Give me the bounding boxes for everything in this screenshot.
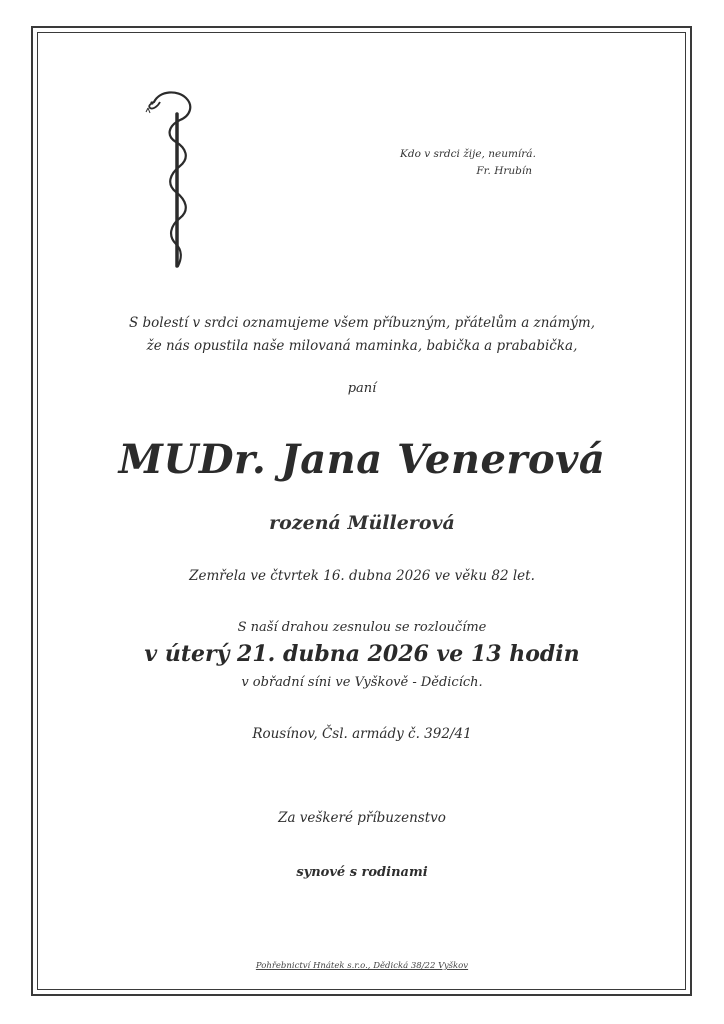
address: Rousínov, Čsl. armády č. 392/41 bbox=[252, 726, 472, 742]
inner-border bbox=[37, 32, 686, 990]
on-behalf: Za veškeré příbuzenstvo bbox=[278, 810, 446, 826]
maiden-name: rozená Müllerová bbox=[269, 512, 455, 534]
quote-text: Kdo v srdci žije, neumírá. bbox=[400, 148, 536, 160]
announcement-line-2: že nás opustila naše milovaná maminka, babička a prababička, bbox=[146, 338, 578, 354]
death-notice: Zemřela ve čtvrtek 16. dubna 2026 ve věku 82 let. bbox=[189, 568, 535, 584]
caduceus-icon bbox=[140, 86, 210, 276]
quote-author: Fr. Hrubín bbox=[476, 165, 532, 177]
funeral-home-text: Pohřebnictví Hnátek s.r.o., Dědická 38/22 Vyškov bbox=[255, 961, 469, 971]
signed-by: synové s rodinami bbox=[296, 865, 428, 880]
announcement-line-1: S bolestí v srdci oznamujeme všem příbuzným, přátelům a známým, bbox=[128, 315, 595, 331]
farewell-date-time: v úterý 21. dubna 2026 ve 13 hodin bbox=[144, 641, 580, 667]
quote bbox=[390, 146, 540, 180]
announcement bbox=[0, 312, 724, 358]
funeral-home bbox=[0, 961, 724, 971]
deceased-name: MUDr. Jana Venerová bbox=[118, 436, 606, 483]
farewell-venue: v obřadní síni ve Vyškově - Dědicích. bbox=[241, 675, 483, 690]
farewell-intro: S naší drahou zesnulou se rozloučíme bbox=[237, 620, 487, 635]
salutation: paní bbox=[347, 381, 377, 396]
